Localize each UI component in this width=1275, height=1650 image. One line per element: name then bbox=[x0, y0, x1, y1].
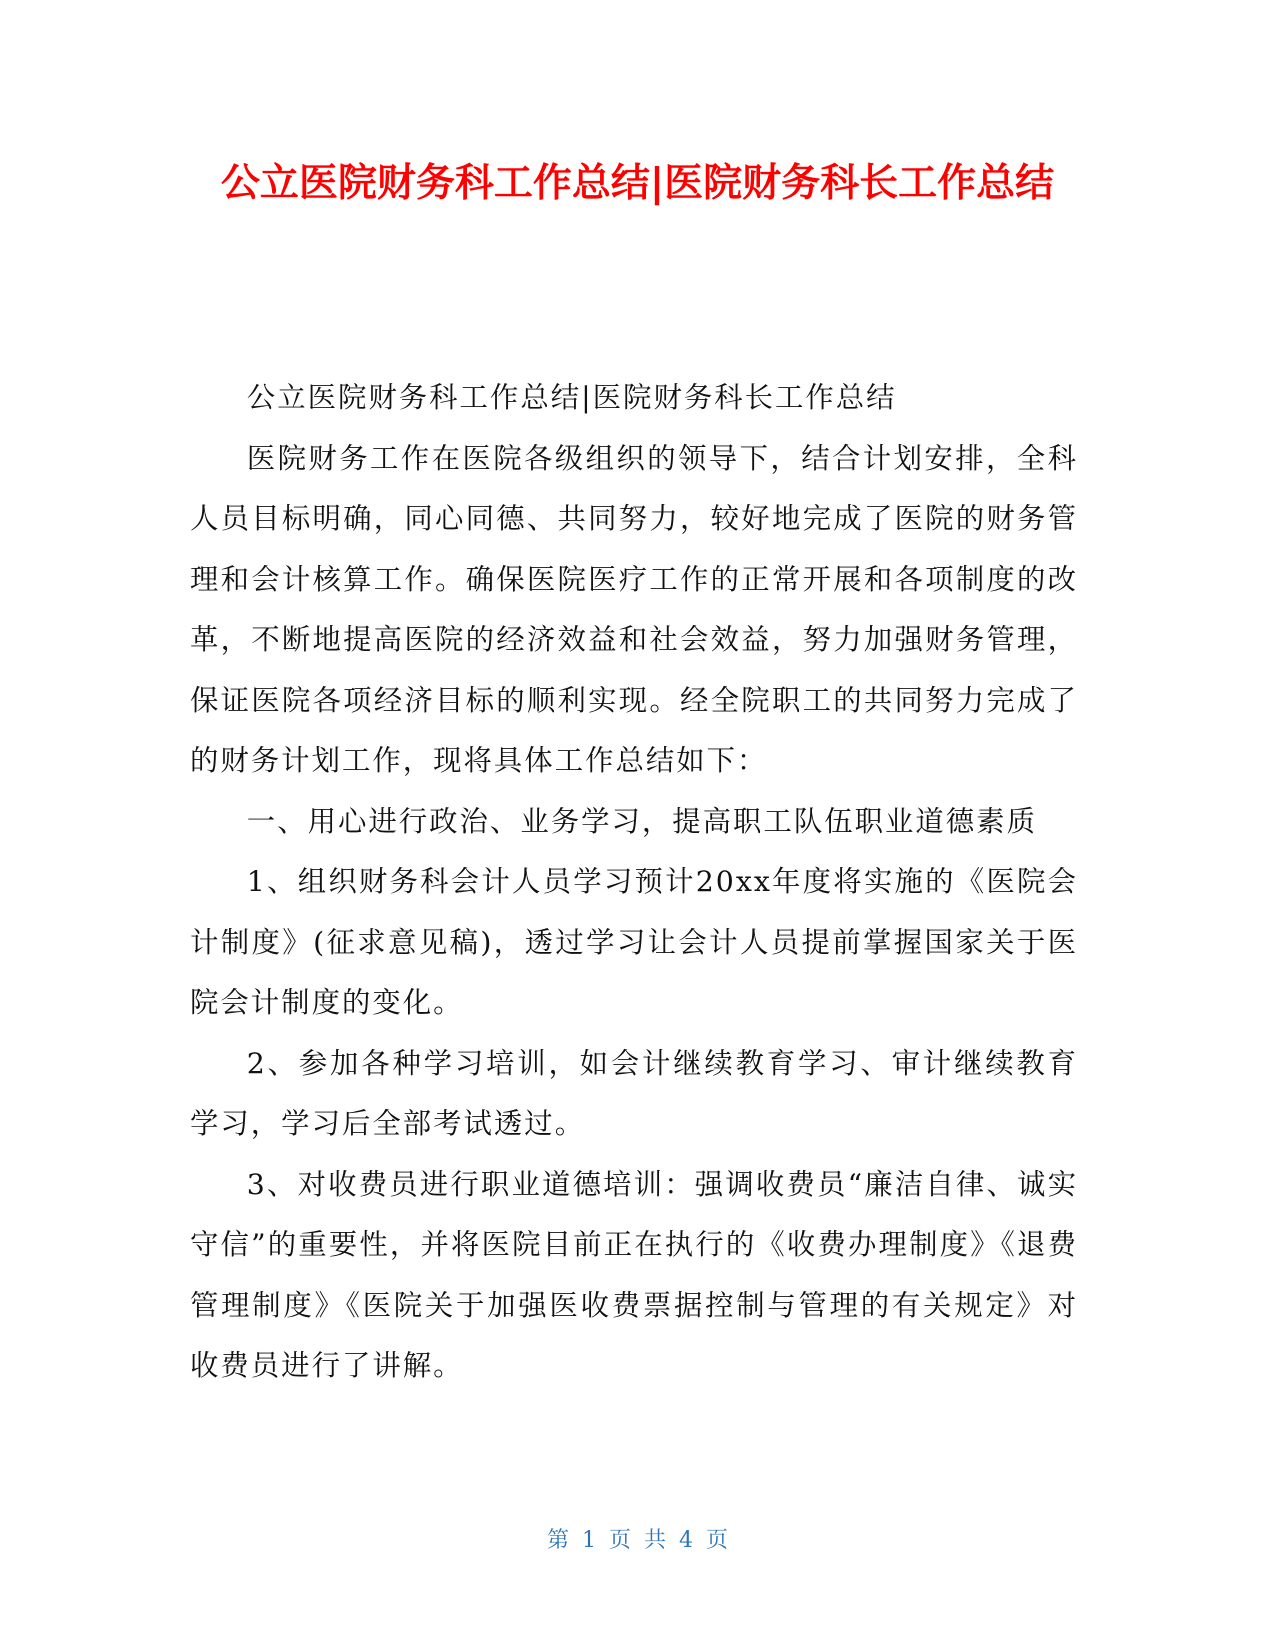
paragraph-subtitle: 公立医院财务科工作总结|医院财务科长工作总结 bbox=[246, 381, 897, 414]
page-number-footer: 第 1 页 共 4 页 bbox=[547, 1528, 728, 1553]
paragraph-item-1: 1、组织财务科会计人员学习预计20xx年度将实施的《医院会计制度》(征求意见稿)，透过学习让会计人员提前掌握国家关于医院会计制度的变化。 bbox=[190, 865, 1078, 1019]
document-title: 公立医院财务科工作总结|医院财务科长工作总结 bbox=[220, 161, 1055, 206]
paragraph-intro: 医院财务工作在医院各级组织的领导下，结合计划安排，全科人员目标明确，同心同德、共同努力，较好地完成了医院的财务管理和会计核算工作。确保医院医疗工作的正常开展和各项制度的改革，不断地提高医院的经济效益和社会效益，努力加强财务管理，保证医院各项经济目标的顺利实现。经全院职工的共同努力完成了的财务计划工作，现将具体工作总结如下： bbox=[190, 441, 1078, 777]
paragraph-item-3: 3、对收费员进行职业道德培训：强调收费员“廉洁自律、诚实守信”的重要性，并将医院目前正在执行的《收费办理制度》《退费管理制度》《医院关于加强医收费票据控制与管理的有关规定》对收费员进行了讲解。 bbox=[190, 1167, 1078, 1382]
paragraph-item-2: 2、参加各种学习培训，如会计继续教育学习、审计继续教育学习，学习后全部考试透过。 bbox=[190, 1046, 1078, 1140]
document-body bbox=[190, 368, 1078, 1397]
section-heading-1: 一、用心进行政治、业务学习，提高职工队伍职业道德素质 bbox=[246, 804, 1037, 838]
